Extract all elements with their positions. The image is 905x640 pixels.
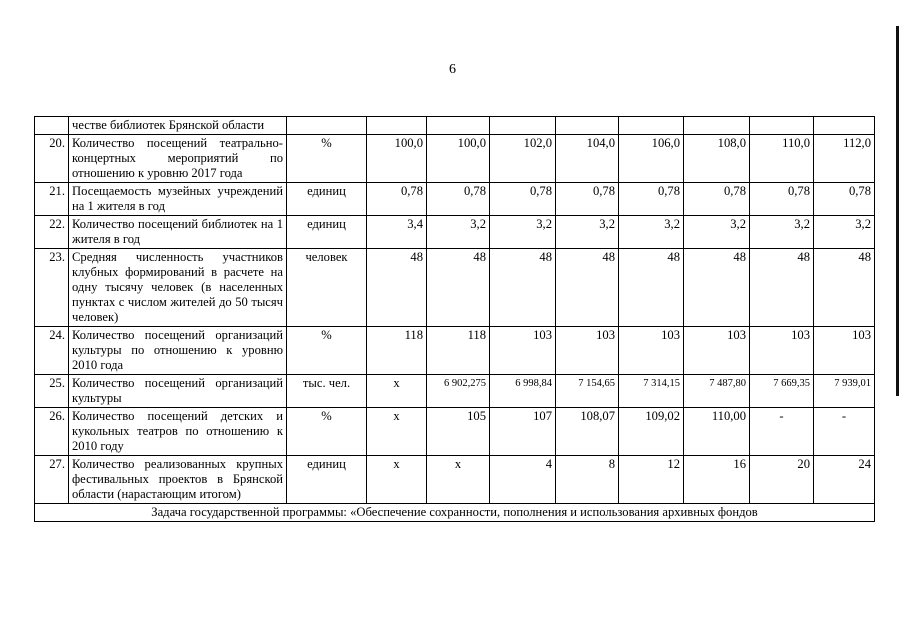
cell-value: 110,00 [684,408,750,456]
cell-value: х [367,456,427,504]
cell-value: 24 [814,456,875,504]
cell-unit [287,117,367,135]
cell-value: 0,78 [367,183,427,216]
cell-name: Средняя численность участников клубных формирований в расчете на одну тысячу человек (в населенных пунктах с числом жителей до 50 тысяч человек) [69,249,287,327]
cell-unit: единиц [287,183,367,216]
cell-value: 105 [427,408,490,456]
scan-edge-mark [896,26,899,396]
cell-num: 23. [35,249,69,327]
cell-value: 103 [556,327,619,375]
cell-num: 20. [35,135,69,183]
cell-value: 0,78 [750,183,814,216]
cell-num [35,117,69,135]
cell-name: Количество посещений организаций культуры [69,375,287,408]
cell-value: 3,2 [490,216,556,249]
cell-value: 3,2 [619,216,684,249]
cell-unit: единиц [287,216,367,249]
cell-value: 4 [490,456,556,504]
cell-value: 3,2 [427,216,490,249]
cell-name: Количество посещений организаций культуры по отношению к уровню 2010 года [69,327,287,375]
cell-value: 108,0 [684,135,750,183]
cell-num: 27. [35,456,69,504]
cell-value: 20 [750,456,814,504]
cell-value: 8 [556,456,619,504]
cell-value: 3,2 [556,216,619,249]
cell-value: 48 [556,249,619,327]
cell-value: 0,78 [619,183,684,216]
cell-unit: % [287,408,367,456]
cell-name: Количество посещений детских и кукольных театров по отношению к 2010 году [69,408,287,456]
cell-value: 106,0 [619,135,684,183]
cell-value: 0,78 [427,183,490,216]
cell-value: 3,2 [684,216,750,249]
cell-num: 26. [35,408,69,456]
cell-value: - [814,408,875,456]
cell-value: 109,02 [619,408,684,456]
cell-value: 0,78 [814,183,875,216]
cell-value: х [427,456,490,504]
table-row [35,375,875,408]
indicators-table [34,116,875,522]
cell-value: 16 [684,456,750,504]
table-row-continuation [35,117,875,135]
cell-unit: тыс. чел. [287,375,367,408]
cell-value: 48 [814,249,875,327]
cell-value: 3,2 [814,216,875,249]
cell-value: 103 [490,327,556,375]
table-body [35,117,875,522]
cell-value: 48 [750,249,814,327]
cell-unit: единиц [287,456,367,504]
cell-value: 112,0 [814,135,875,183]
cell-value: 103 [684,327,750,375]
table-row [35,456,875,504]
cell-value: х [367,408,427,456]
table-row [35,249,875,327]
cell-unit: % [287,135,367,183]
cell-value: 12 [619,456,684,504]
task-heading: Задача государственной программы: «Обеспечение сохранности, пополнения и использования архивных фондов [35,504,875,522]
cell-value: 102,0 [490,135,556,183]
cell-name: Посещаемость музейных учреждений на 1 жителя в год [69,183,287,216]
table-row [35,408,875,456]
page-number: 6 [449,62,456,77]
cell-value: 110,0 [750,135,814,183]
table-row [35,216,875,249]
cell-value: 48 [427,249,490,327]
table-row [35,135,875,183]
cell-value: 103 [619,327,684,375]
cell-value: 103 [814,327,875,375]
cell-value: 7 314,15 [619,375,684,408]
cell-value: 3,2 [750,216,814,249]
cell-value: 104,0 [556,135,619,183]
cell-name: честве библиотек Брянской области [69,117,287,135]
cell-value: 0,78 [684,183,750,216]
cell-value: 0,78 [490,183,556,216]
cell-value: 108,07 [556,408,619,456]
cell-num: 24. [35,327,69,375]
cell-value: 7 487,80 [684,375,750,408]
cell-value: 6 902,275 [427,375,490,408]
cell-value: 48 [619,249,684,327]
cell-value: 103 [750,327,814,375]
cell-num: 21. [35,183,69,216]
cell-name: Количество посещений театрально-концертных мероприятий по отношению к уровню 2017 года [69,135,287,183]
cell-value: - [750,408,814,456]
cell-value: 107 [490,408,556,456]
cell-value: 100,0 [427,135,490,183]
cell-name: Количество посещений библиотек на 1 жителя в год [69,216,287,249]
cell-unit: % [287,327,367,375]
cell-value: 48 [367,249,427,327]
cell-num: 22. [35,216,69,249]
cell-value: 118 [367,327,427,375]
cell-value: 48 [490,249,556,327]
cell-value: 48 [684,249,750,327]
table-row-task [35,504,875,522]
cell-unit: человек [287,249,367,327]
cell-value: 118 [427,327,490,375]
cell-name: Количество реализованных крупных фестивальных проектов в Брянской области (нарастающим итогом) [69,456,287,504]
table-row [35,183,875,216]
cell-value: 7 939,01 [814,375,875,408]
cell-value: 7 154,65 [556,375,619,408]
cell-value: 6 998,84 [490,375,556,408]
table-row [35,327,875,375]
cell-value: 0,78 [556,183,619,216]
cell-value: 7 669,35 [750,375,814,408]
cell-value: 3,4 [367,216,427,249]
cell-num: 25. [35,375,69,408]
cell-value: 100,0 [367,135,427,183]
cell-value: х [367,375,427,408]
